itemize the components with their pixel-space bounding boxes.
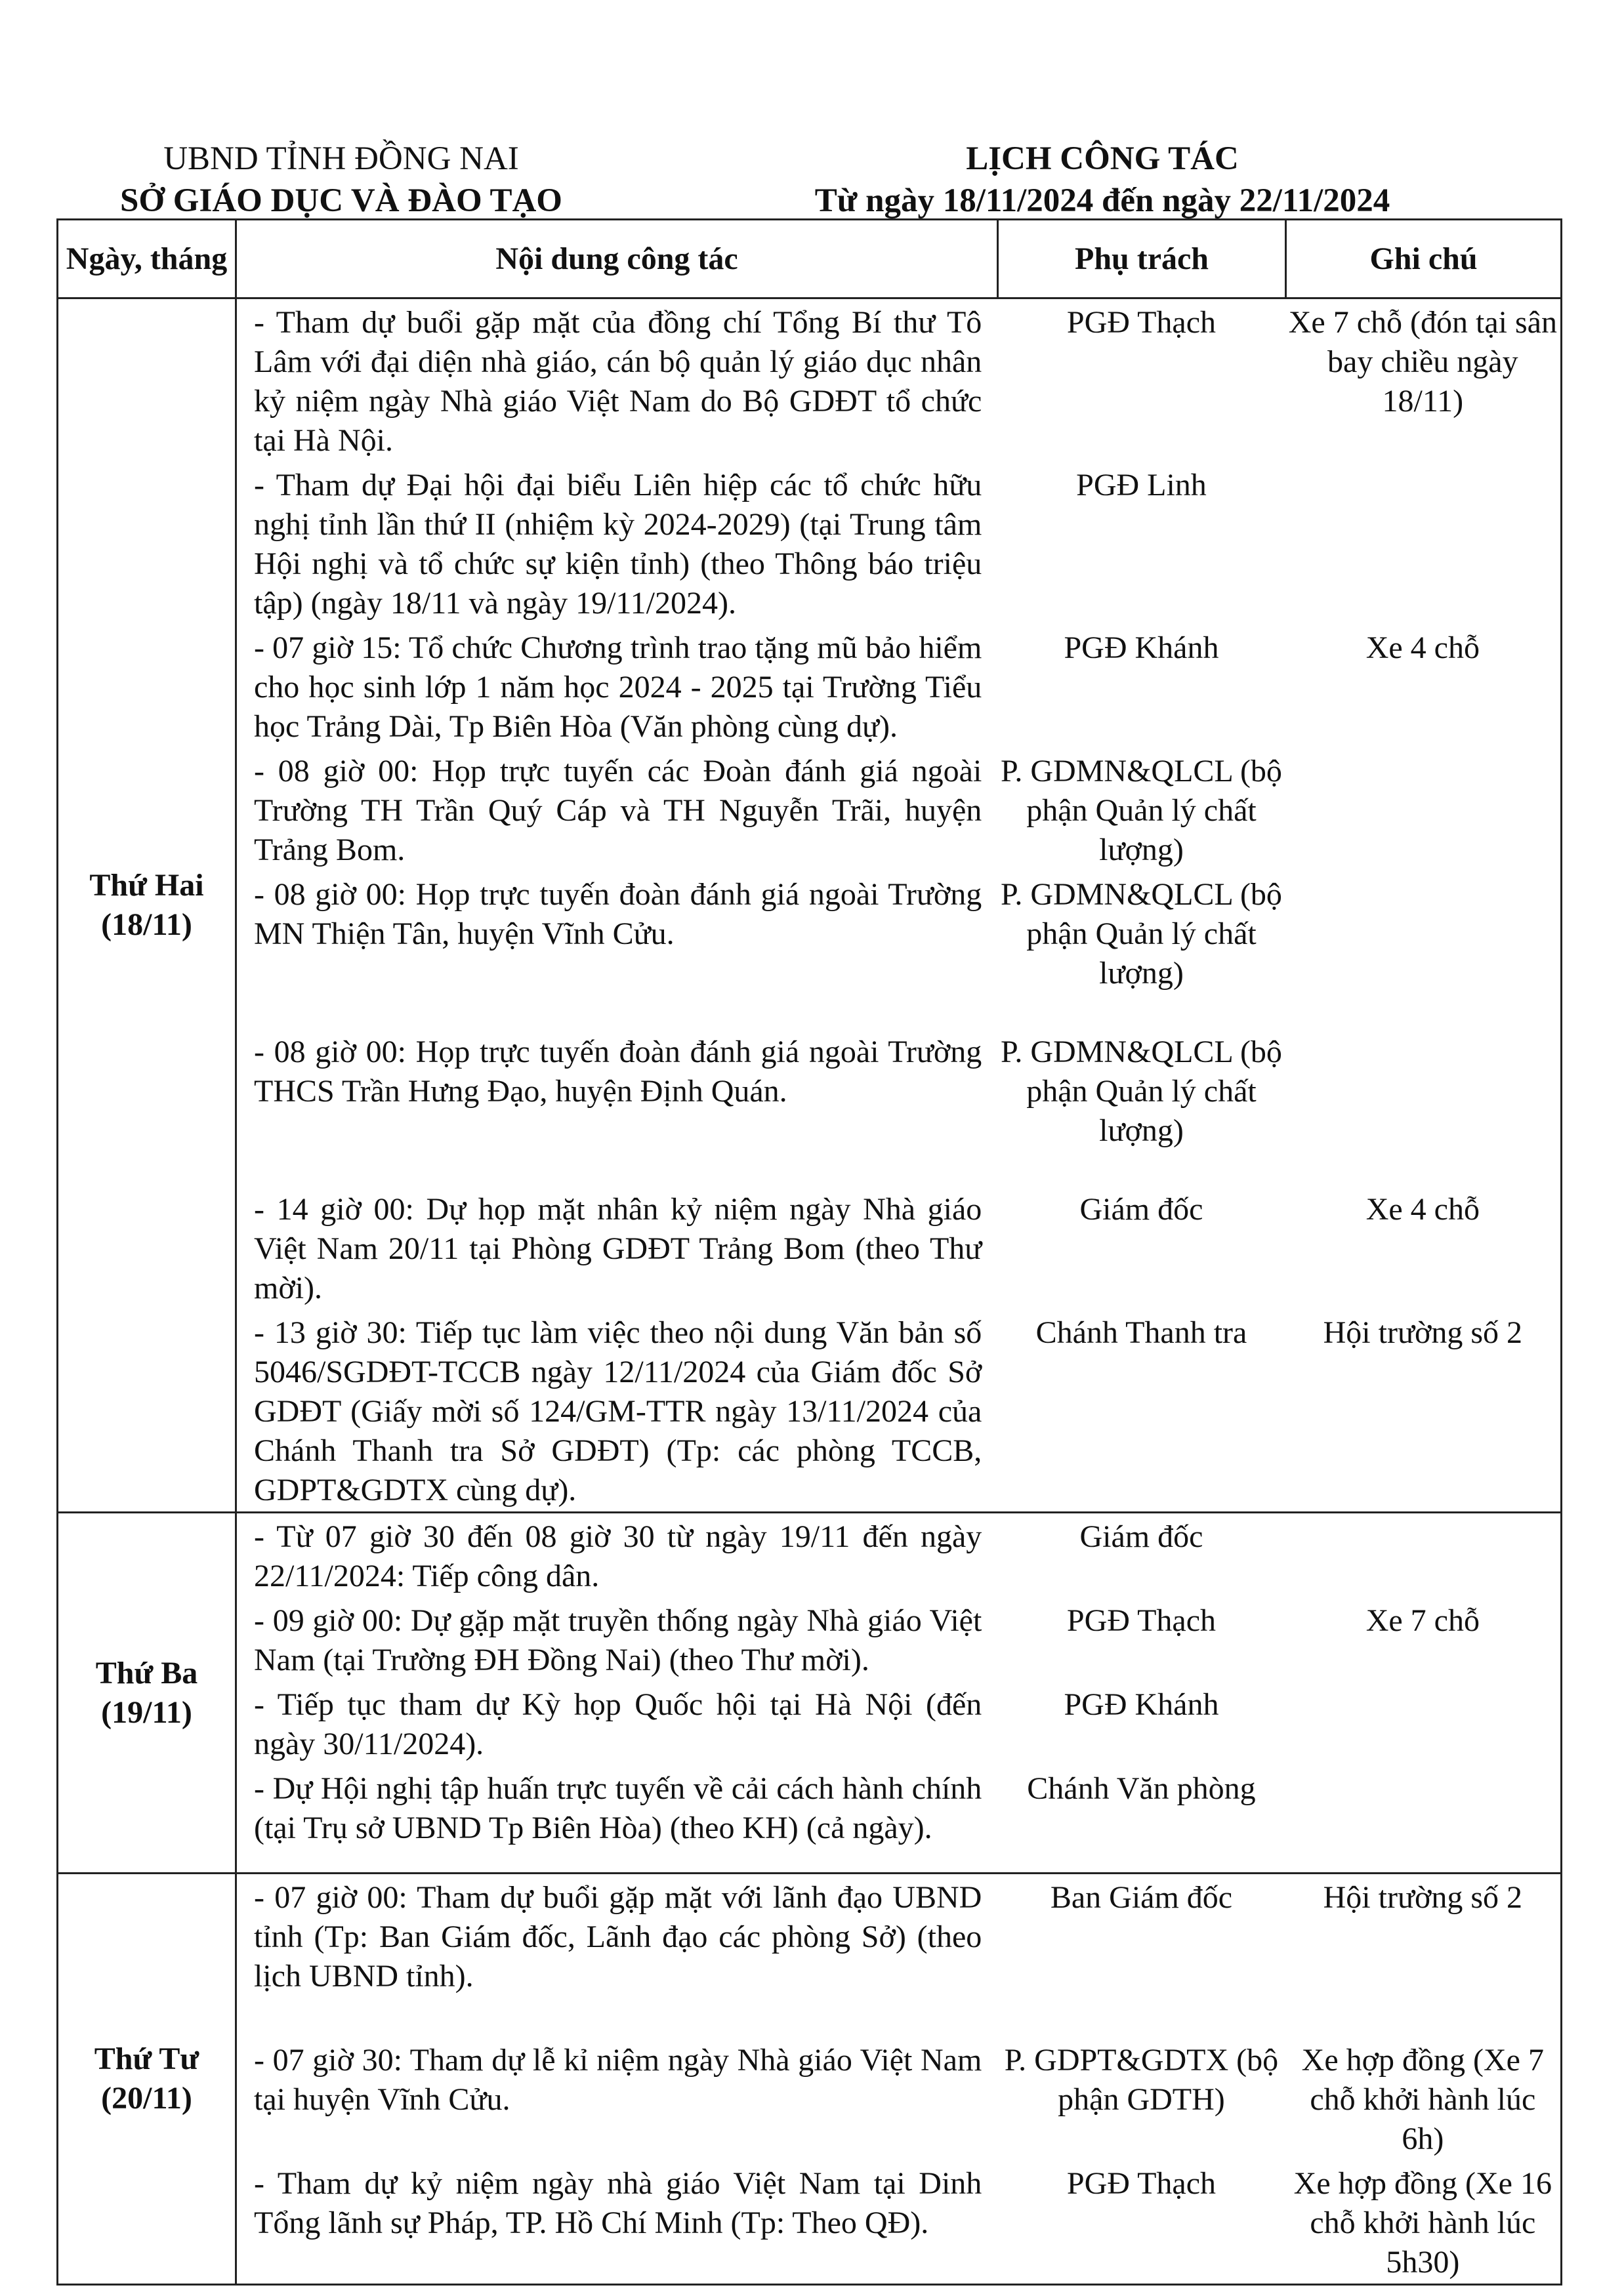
day-name: Thứ Tư xyxy=(94,2041,199,2076)
list-item xyxy=(237,1765,1560,1849)
activity-note: Xe 4 chỗ xyxy=(1365,1192,1480,1227)
activity-content: - 08 giờ 00: Họp trực tuyến đoàn đánh giá ngoài Trường THCS Trần Hưng Đạo, huyện Định Quán. xyxy=(254,1035,982,1109)
activity-note: Xe hợp đồng (Xe 7 chỗ khởi hành lúc 6h) xyxy=(1301,2043,1544,2156)
date-range: Từ ngày 18/11/2024 đến ngày 22/11/2024 xyxy=(814,182,1390,219)
activity-note xyxy=(1285,1681,1560,1765)
issuer-block xyxy=(118,138,564,222)
day-cell xyxy=(58,1874,236,2285)
list-item xyxy=(237,871,1560,994)
activity-note: Hội trường số 2 xyxy=(1323,1315,1523,1350)
activity-owner: Giám đốc xyxy=(1079,1192,1203,1227)
activity-note: Hội trường số 2 xyxy=(1323,1880,1523,1915)
list-item xyxy=(237,1597,1560,1681)
day-name: Thứ Ba xyxy=(95,1655,198,1691)
activity-note: Xe 4 chỗ xyxy=(1365,630,1480,665)
activity-content: - Từ 07 giờ 30 đến 08 giờ 30 từ ngày 19/11 đến ngày 22/11/2024: Tiếp công dân. xyxy=(254,1519,982,1593)
entries-cell xyxy=(236,1874,1562,2285)
activity-note xyxy=(1285,462,1560,625)
column-header-owner: Phụ trách xyxy=(998,220,1286,298)
activity-owner: PGĐ Khánh xyxy=(1064,1687,1219,1722)
activity-content: - Tiếp tục tham dự Kỳ họp Quốc hội tại Hà Nội (đến ngày 30/11/2024). xyxy=(254,1687,982,1761)
activity-note xyxy=(1285,748,1560,871)
activity-content: - 13 giờ 30: Tiếp tục làm việc theo nội dung Văn bản số 5046/SGDĐT-TCCB ngày 12/11/2024 của Giám đốc Sở GDĐT (Giấy mời số 124/GM-TTR ngày 13/11/2024 của Chánh Thanh tra Sở GDĐT) (Tp: các phòng TCCB, GDPT&GDTX cùng dự). xyxy=(254,1315,982,1507)
list-item xyxy=(237,2037,1560,2160)
day-row xyxy=(58,298,1562,1513)
activity-owner: Chánh Thanh tra xyxy=(1035,1315,1247,1350)
activity-content: - 08 giờ 00: Họp trực tuyến đoàn đánh giá ngoài Trường MN Thiện Tân, huyện Vĩnh Cửu. xyxy=(254,877,982,951)
activity-content: - Tham dự Đại hội đại biểu Liên hiệp các tổ chức hữu nghị tỉnh lần thứ II (nhiệm kỳ 2024-2029) (tại Trung tâm Hội nghị và tổ chức sự kiện tỉnh) (theo Thông báo triệu tập) (ngày 18/11 và ngày 19/11/2024). xyxy=(254,468,982,621)
activity-owner: P. GDMN&QLCL (bộ phận Quản lý chất lượng) xyxy=(1001,754,1282,867)
day-cell xyxy=(58,298,236,1513)
document-title: LỊCH CÔNG TÁC xyxy=(966,140,1239,177)
activity-owner: Chánh Văn phòng xyxy=(1027,1771,1256,1806)
list-item xyxy=(237,1309,1560,1511)
day-row xyxy=(58,1513,1562,1874)
list-item xyxy=(237,625,1560,748)
activity-content: - Tham dự buổi gặp mặt của đồng chí Tổng Bí thư Tô Lâm với đại diện nhà giáo, cán bộ quản lý giáo dục nhân kỷ niệm ngày Nhà giáo Việt Nam do Bộ GDĐT tổ chức tại Hà Nội. xyxy=(254,305,982,458)
activity-owner: PGĐ Thạch xyxy=(1066,1603,1217,1638)
day-date: (18/11) xyxy=(101,907,192,942)
issuer-department: SỞ GIÁO DỤC VÀ ĐÀO TẠO xyxy=(120,182,562,219)
table-header-row xyxy=(58,220,1562,298)
day-date: (20/11) xyxy=(101,2081,192,2116)
list-item xyxy=(237,299,1560,462)
activity-note xyxy=(1285,1513,1560,1597)
activity-content: - 07 giờ 15: Tổ chức Chương trình trao tặng mũ bảo hiểm cho học sinh lớp 1 năm học 2024 - 2025 tại Trường Tiểu học Trảng Dài, Tp Biên Hòa (Văn phòng cùng dự). xyxy=(254,630,982,744)
activity-note: Xe 7 chỗ xyxy=(1365,1603,1480,1638)
activity-content: - Dự Hội nghị tập huấn trực tuyến về cải cách hành chính (tại Trụ sở UBND Tp Biên Hòa) (theo KH) (cả ngày). xyxy=(254,1771,982,1845)
day-date: (19/11) xyxy=(101,1694,192,1730)
activity-owner: Ban Giám đốc xyxy=(1050,1880,1233,1915)
entries-cell xyxy=(236,298,1562,1513)
activity-note: Xe 7 chỗ (đón tại sân bay chiều ngày 18/11) xyxy=(1288,305,1557,419)
activity-owner: P. GDMN&QLCL (bộ phận Quản lý chất lượng) xyxy=(1001,1035,1282,1148)
column-header-day: Ngày, tháng xyxy=(58,220,236,298)
list-item xyxy=(237,1874,1560,1998)
title-block xyxy=(774,138,1430,222)
activity-content: - Tham dự kỷ niệm ngày nhà giáo Việt Nam tại Dinh Tổng lãnh sự Pháp, TP. Hồ Chí Minh (Tp: Theo QĐ). xyxy=(254,2166,982,2240)
day-cell xyxy=(58,1513,236,1874)
activity-note xyxy=(1285,1029,1560,1152)
activity-note: Xe hợp đồng (Xe 16 chỗ khởi hành lúc 5h30) xyxy=(1293,2166,1552,2280)
list-item xyxy=(237,462,1560,625)
list-item xyxy=(237,1513,1560,1597)
activity-owner: P. GDMN&QLCL (bộ phận Quản lý chất lượng) xyxy=(1001,877,1282,991)
list-item xyxy=(237,1186,1560,1309)
entries-cell xyxy=(236,1513,1562,1874)
column-header-content: Nội dung công tác xyxy=(236,220,998,298)
day-name: Thứ Hai xyxy=(89,868,204,903)
list-item xyxy=(237,2160,1560,2284)
issuer-province: UBND TỈNH ĐỒNG NAI xyxy=(163,140,519,177)
list-item xyxy=(237,748,1560,871)
activity-content: - 14 giờ 00: Dự họp mặt nhân kỷ niệm ngày Nhà giáo Việt Nam 20/11 tại Phòng GDĐT Trảng Bom (theo Thư mời). xyxy=(254,1192,982,1305)
activity-owner: PGĐ Thạch xyxy=(1066,305,1217,340)
list-item xyxy=(237,1029,1560,1152)
activity-content: - 07 giờ 00: Tham dự buổi gặp mặt với lãnh đạo UBND tỉnh (Tp: Ban Giám đốc, Lãnh đạo các phòng Sở) (theo lịch UBND tỉnh). xyxy=(254,1880,982,1994)
activity-owner: PGĐ Khánh xyxy=(1064,630,1219,665)
activity-content: - 07 giờ 30: Tham dự lễ kỉ niệm ngày Nhà giáo Việt Nam tại huyện Vĩnh Cửu. xyxy=(254,2043,982,2117)
activity-owner: P. GDPT&GDTX (bộ phận GDTH) xyxy=(1004,2043,1279,2117)
day-row xyxy=(58,1874,1562,2285)
activity-owner: PGĐ Thạch xyxy=(1066,2166,1217,2201)
activity-note xyxy=(1285,1765,1560,1849)
activity-owner: Giám đốc xyxy=(1079,1519,1203,1554)
list-item xyxy=(237,1681,1560,1765)
column-header-note: Ghi chú xyxy=(1286,220,1562,298)
activity-owner: PGĐ Linh xyxy=(1076,468,1207,502)
activity-content: - 08 giờ 00: Họp trực tuyến các Đoàn đánh giá ngoài Trường TH Trần Quý Cáp và TH Nguyễn Trãi, huyện Trảng Bom. xyxy=(254,754,982,867)
schedule-table xyxy=(56,218,1562,2286)
activity-note xyxy=(1285,871,1560,994)
activity-content: - 09 giờ 00: Dự gặp mặt truyền thống ngày Nhà giáo Việt Nam (tại Trường ĐH Đồng Nai) (theo Thư mời). xyxy=(254,1603,982,1677)
